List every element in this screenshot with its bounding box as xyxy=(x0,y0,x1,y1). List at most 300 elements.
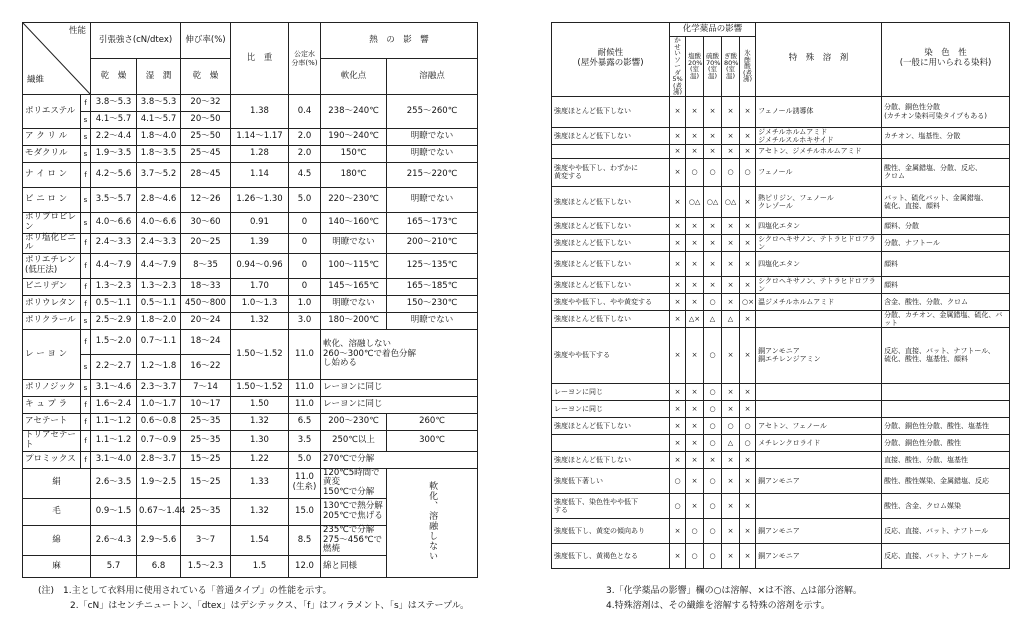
moisture-regain: 5.0 xyxy=(289,451,321,468)
dyeability: 分散、ナフトール xyxy=(882,234,1010,251)
chem-acetic-result: × xyxy=(740,96,756,127)
specific-gravity: 0.91 xyxy=(231,213,289,234)
weather-resistance: 強度ほとんど低下しない xyxy=(552,417,670,434)
tensile-wet: 1.3〜2.3 xyxy=(137,279,181,296)
chem-row xyxy=(552,251,1010,276)
chem-formic-result: × xyxy=(722,234,740,251)
special-solvent xyxy=(756,400,882,417)
fiber-name xyxy=(23,313,81,330)
chem-row xyxy=(552,186,1010,217)
specific-gravity: 1.50〜1.52 xyxy=(231,330,289,380)
fiber-name-text: モダクリル xyxy=(25,148,68,159)
weather-resistance: 強度ほとんど低下しない xyxy=(552,451,670,468)
tensile-wet: 4.4〜7.9 xyxy=(137,254,181,279)
fiber-type: f xyxy=(81,163,91,188)
chem-row xyxy=(552,400,1010,417)
fiber-type: s xyxy=(81,146,91,163)
chem-naoh-result: × xyxy=(670,144,686,158)
chem-formic-result: × xyxy=(722,251,740,276)
chem-row xyxy=(552,383,1010,400)
melting-point: 260℃ xyxy=(387,414,478,431)
fiber-row xyxy=(23,95,478,112)
fiber-row xyxy=(23,380,478,397)
specific-gravity: 1.50〜1.52 xyxy=(231,380,289,397)
fiber-name-text: キ ュ プ ラ xyxy=(25,399,68,410)
special-solvent: フェノール xyxy=(756,158,882,186)
chem-h2so4-result: ○ xyxy=(704,468,722,493)
chem-naoh-result: × xyxy=(670,383,686,400)
weather-resistance: 強度ほとんど低下しない xyxy=(552,217,670,234)
header-weather: 耐候性 (屋外暴露の影響) xyxy=(552,23,670,97)
chem-formic-result: × xyxy=(722,451,740,468)
chem-hcl-result: ○ xyxy=(686,543,704,568)
tensile-wet: 1.8〜2.0 xyxy=(137,313,181,330)
tensile-dry: 2.2〜2.7 xyxy=(91,355,137,380)
header-chemical: 化学薬品の影響 xyxy=(670,23,756,37)
softening-point: 145〜165℃ xyxy=(321,279,387,296)
softening-point: 238〜240℃ xyxy=(321,95,387,129)
tensile-dry: 3.1〜4.0 xyxy=(91,451,137,468)
chem-h2so4-result: ○ xyxy=(704,383,722,400)
header-moisture: 公定水分率(%) xyxy=(289,23,321,95)
elongation-dry: 20〜25 xyxy=(181,233,231,254)
elongation-dry: 18〜24 xyxy=(181,330,231,355)
fiber-name-text: プロミックス xyxy=(25,453,76,464)
moisture-regain: 0 xyxy=(289,254,321,279)
moisture-regain: 3.5 xyxy=(289,431,321,452)
fiber-name-text: ア ク リ ル xyxy=(25,131,68,142)
chem-acetic-result: ○ xyxy=(740,434,756,451)
moisture-regain: 12.0 xyxy=(289,556,321,578)
chem-h2so4-result: × xyxy=(704,217,722,234)
fiber-name xyxy=(23,146,81,163)
chem-naoh-result: × xyxy=(670,186,686,217)
tensile-wet: 1.2〜1.8 xyxy=(137,355,181,380)
specific-gravity: 1.5 xyxy=(231,556,289,578)
specific-gravity: 1.14〜1.17 xyxy=(231,129,289,146)
header-elongation: 伸び率(%) xyxy=(181,23,231,59)
fiber-name-text: ポリ塩化ビニル xyxy=(25,232,77,253)
fiber-type: s xyxy=(81,129,91,146)
melting-point: 125〜135℃ xyxy=(387,254,478,279)
header-fiber: 繊維 xyxy=(27,75,45,86)
chem-acetic-result: ○× xyxy=(740,293,756,310)
chem-h2so4-result: △ xyxy=(704,310,722,327)
right-table-body xyxy=(552,96,1010,568)
left-table-body xyxy=(23,95,478,578)
special-solvent: 銅アンモニア xyxy=(756,468,882,493)
chem-hcl-result: × xyxy=(686,127,704,144)
fiber-type: s xyxy=(81,188,91,213)
chem-naoh-result: × xyxy=(670,327,686,383)
tensile-dry: 1.3〜2.3 xyxy=(91,279,137,296)
melting-point: 200〜210℃ xyxy=(387,233,478,254)
chem-h2so4-result: ○ xyxy=(704,417,722,434)
chem-formic-result: × xyxy=(722,543,740,568)
chem-h2so4-result: × xyxy=(704,276,722,293)
chem-acetic-result: × xyxy=(740,251,756,276)
header-tensile: 引張強さ(cN/dtex) xyxy=(91,23,181,59)
chem-naoh-result: × xyxy=(670,434,686,451)
chem-naoh-result: × xyxy=(670,127,686,144)
chem-h2so4-result: ○ xyxy=(704,518,722,543)
chem-formic-result: × xyxy=(722,96,740,127)
chem-naoh-result: × xyxy=(670,234,686,251)
dyeability: 酸性、酸性媒染、金属錯塩、反応 xyxy=(882,468,1010,493)
softening-point: 200〜230℃ xyxy=(321,414,387,431)
header-dry: 乾 燥 xyxy=(91,59,137,95)
chem-acetic-result: × xyxy=(740,276,756,293)
right-notes xyxy=(606,584,862,614)
special-solvent xyxy=(756,310,882,327)
moisture-regain: 4.5 xyxy=(289,163,321,188)
fiber-name-text: ポリプロピレン xyxy=(25,212,77,232)
fiber-name-text: ポリエチレン xyxy=(25,255,76,266)
weather-resistance: 強度やや低下し、わずかに 黄変する xyxy=(552,158,670,186)
moisture-regain: 6.5 xyxy=(289,414,321,431)
chem-h2so4-result: ○ xyxy=(704,400,722,417)
tensile-wet: 2.8〜3.7 xyxy=(137,451,181,468)
chem-acetic-result: × xyxy=(740,400,756,417)
fiber-type: f xyxy=(81,254,91,279)
chem-acetic-result: × xyxy=(740,451,756,468)
special-solvent: 銅アンモニア 銅エチレンジアミン xyxy=(756,327,882,383)
softening-point: 250℃以上 xyxy=(321,431,387,452)
chem-formic-result: × xyxy=(722,144,740,158)
dyeability xyxy=(882,400,1010,417)
chem-row xyxy=(552,234,1010,251)
chem-h2so4-result: ○△ xyxy=(704,186,722,217)
elongation-dry: 15〜25 xyxy=(181,451,231,468)
specific-gravity: 1.38 xyxy=(231,95,289,129)
chem-hcl-result: × xyxy=(686,217,704,234)
dyeability: 顔料 xyxy=(882,251,1010,276)
chem-formic-result: △ xyxy=(722,310,740,327)
tensile-wet: 1.9〜2.5 xyxy=(137,468,181,498)
fiber-name xyxy=(23,330,81,380)
fiber-row xyxy=(23,163,478,188)
header-property: 性能 xyxy=(68,26,86,36)
fiber-row xyxy=(23,146,478,163)
dyeability: 分散、銅色性分散、酸性 xyxy=(882,434,1010,451)
header-dye-title: 染 色 性 xyxy=(924,48,967,59)
heat-effect: レーヨンに同じ xyxy=(321,397,478,414)
fiber-type: f xyxy=(81,397,91,414)
elongation-dry: 3〜7 xyxy=(181,525,231,555)
chem-hcl-result: × xyxy=(686,276,704,293)
tensile-wet: 0.5〜1.1 xyxy=(137,296,181,313)
chem-naoh-result: × xyxy=(670,451,686,468)
weather-resistance: 強度ほとんど低下しない xyxy=(552,96,670,127)
chem-naoh-result: × xyxy=(670,158,686,186)
fiber-name xyxy=(23,254,81,279)
chem-hcl-result: ○△ xyxy=(686,186,704,217)
moisture-regain: 2.0 xyxy=(289,146,321,163)
chem-row xyxy=(552,417,1010,434)
dyeability: 顔料、分散 xyxy=(882,217,1010,234)
chem-formic-result: ○△ xyxy=(722,186,740,217)
chem-naoh-result: × xyxy=(670,518,686,543)
tensile-dry: 1.5〜2.0 xyxy=(91,330,137,355)
moisture-regain: 0 xyxy=(289,213,321,234)
special-solvent: 温ジメチルホルムアミド xyxy=(756,293,882,310)
chem-acetic-result: × xyxy=(740,468,756,493)
chem-naoh-result: × xyxy=(670,400,686,417)
special-solvent xyxy=(756,493,882,518)
chem-row xyxy=(552,468,1010,493)
header-heat: 熱 の 影 響 xyxy=(321,23,478,59)
weather-resistance: 強度ほとんど低下しない xyxy=(552,186,670,217)
tensile-dry: 2.4〜3.3 xyxy=(91,233,137,254)
elongation-dry: 450〜800 xyxy=(181,296,231,313)
special-solvent: ジメチルホルムアミド ジメチルスルホキサイド xyxy=(756,127,882,144)
fiber-name xyxy=(23,414,81,431)
fiber-name-text: トリアセテート xyxy=(25,430,76,450)
melting-point: 明瞭でない xyxy=(387,313,478,330)
fiber-type: s xyxy=(81,313,91,330)
fiber-row xyxy=(23,414,478,431)
specific-gravity: 1.33 xyxy=(231,468,289,498)
elongation-dry: 25〜35 xyxy=(181,498,231,525)
heat-effect: 軟化、溶融しない 260〜300℃で着色分解 し始める xyxy=(321,330,478,380)
chem-formic-result: × xyxy=(722,327,740,383)
chem-acetic-result: ○ xyxy=(740,158,756,186)
chem-hcl-result: × xyxy=(686,451,704,468)
moisture-regain: 2.0 xyxy=(289,129,321,146)
weather-resistance: 強度やや低下し、やや黄変する xyxy=(552,293,670,310)
fiber-row xyxy=(23,397,478,414)
chem-naoh-result: × xyxy=(670,276,686,293)
chem-acetic-result: ○ xyxy=(740,417,756,434)
chem-h2so4-result: ○ xyxy=(704,493,722,518)
chem-hcl-result: × xyxy=(686,468,704,493)
specific-gravity: 1.32 xyxy=(231,414,289,431)
tensile-dry: 1.6〜2.4 xyxy=(91,397,137,414)
special-solvent xyxy=(756,451,882,468)
chem-naoh-result: × xyxy=(670,543,686,568)
softening-point: 180℃ xyxy=(321,163,387,188)
elongation-dry: 7〜14 xyxy=(181,380,231,397)
specific-gravity: 1.0〜1.3 xyxy=(231,296,289,313)
moisture-regain: 1.0 xyxy=(289,296,321,313)
chem-formic-result: × xyxy=(722,493,740,518)
chem-h2so4-result: × xyxy=(704,451,722,468)
tensile-dry: 0.9〜1.5 xyxy=(91,498,137,525)
dyeability: 酸性、金属錯塩、分散、反応、 クロム xyxy=(882,158,1010,186)
chem-row xyxy=(552,293,1010,310)
chem-naoh-result: × xyxy=(670,310,686,327)
elongation-dry: 20〜32 xyxy=(181,95,231,112)
moisture-regain: 11.0 xyxy=(289,397,321,414)
chem-acetic-result: × xyxy=(740,310,756,327)
note-1: (注) 1.主として衣料用に使用されている「普通タイプ」の性能を示す。 xyxy=(38,586,332,596)
header-diagonal-cell xyxy=(23,23,91,95)
tensile-wet: 1.0〜1.7 xyxy=(137,397,181,414)
fiber-type: f xyxy=(81,279,91,296)
chem-hcl-result: △× xyxy=(686,310,704,327)
elongation-dry: 10〜17 xyxy=(181,397,231,414)
tensile-wet: 6.8 xyxy=(137,556,181,578)
note-3: 3.「化学薬品の影響」欄の○は溶解、×は不溶、△は部分溶解。 xyxy=(606,586,862,596)
fiber-name-text: レ ー ヨ ン xyxy=(25,348,68,359)
chem-hcl-result: × xyxy=(686,96,704,127)
special-solvent: 銅アンモニア xyxy=(756,518,882,543)
softening-point: 150℃ xyxy=(321,146,387,163)
elongation-dry: 16〜22 xyxy=(181,355,231,380)
melting-point: 165〜185℃ xyxy=(387,279,478,296)
chem-hcl-result: × xyxy=(686,383,704,400)
chem-row xyxy=(552,158,1010,186)
side-note-text: 軟化、溶融しない xyxy=(427,481,438,561)
chem-h2so4-result: × xyxy=(704,127,722,144)
softening-point: 明瞭でない xyxy=(321,296,387,313)
special-solvent: アセトン、フェノール xyxy=(756,417,882,434)
elongation-dry: 8〜35 xyxy=(181,254,231,279)
chem-acetic-result: × xyxy=(740,383,756,400)
dyeability: 含金、酸性、分散、クロム xyxy=(882,293,1010,310)
chem-h2so4-result: × xyxy=(704,96,722,127)
dyeability: 反応、直接、バット、ナフトール、 硫化、酸性、塩基性、顔料 xyxy=(882,327,1010,383)
chem-h2so4-result: ○ xyxy=(704,158,722,186)
chem-row xyxy=(552,217,1010,234)
weather-resistance: 強度低下、染色性やや低下 する xyxy=(552,493,670,518)
tensile-dry: 2.6〜4.3 xyxy=(91,525,137,555)
fiber-name xyxy=(23,296,81,313)
dyeability xyxy=(882,383,1010,400)
dyeability: 分散、銅色性分散 (カチオン染料可染タイプもある) xyxy=(882,96,1010,127)
chem-h2so4-result: × xyxy=(704,234,722,251)
dyeability xyxy=(882,144,1010,158)
chem-hcl-result: × xyxy=(686,327,704,383)
weather-resistance: 強度低下著しい xyxy=(552,468,670,493)
chem-formic-result: × xyxy=(722,468,740,493)
chem-naoh-result: × xyxy=(670,293,686,310)
chem-hcl-result: × xyxy=(686,434,704,451)
chem-hcl-result: ○ xyxy=(686,518,704,543)
chem-naoh-result: × xyxy=(670,217,686,234)
header-dyeability xyxy=(882,23,1010,97)
heat-effect: 235℃で分解 275〜456℃で燃焼 xyxy=(321,525,387,555)
header-chem-acetic: 氷酢酸(煮沸) xyxy=(740,37,756,97)
chem-formic-result: △ xyxy=(722,434,740,451)
elongation-dry: 15〜25 xyxy=(181,468,231,498)
dyeability: バット、硫化バット、金属錯塩、 硫化、直接、顔料 xyxy=(882,186,1010,217)
chem-hcl-result: ○ xyxy=(686,158,704,186)
chem-row xyxy=(552,518,1010,543)
elongation-dry: 28〜45 xyxy=(181,163,231,188)
fiber-name-text: ビ ニ ロ ン xyxy=(25,194,68,205)
chem-hcl-result: × xyxy=(686,400,704,417)
chem-hcl-result: × xyxy=(686,417,704,434)
special-solvent: メチレンクロライド xyxy=(756,434,882,451)
chem-acetic-result: × xyxy=(740,144,756,158)
fiber-name-text: ナ イ ロ ン xyxy=(25,169,68,180)
specific-gravity: 1.22 xyxy=(231,451,289,468)
chem-row xyxy=(552,96,1010,127)
weather-resistance: 強度ほとんど低下しない xyxy=(552,127,670,144)
fiber-name: 綿 xyxy=(23,525,91,555)
weather-resistance: 強度ほとんど低下しない xyxy=(552,310,670,327)
fiber-name xyxy=(23,213,81,234)
tensile-dry: 3.8〜5.3 xyxy=(91,95,137,112)
special-solvent: アセトン、ジメチルホルムアミド xyxy=(756,144,882,158)
weather-resistance: 強度低下し、黄変の傾向あり xyxy=(552,518,670,543)
softening-point: 220〜230℃ xyxy=(321,188,387,213)
header-chem-naoh: かせいソーダ5%(煮沸) xyxy=(670,37,686,97)
header-chem-h2so4: 硫酸70%(室温) xyxy=(704,37,722,97)
tensile-dry: 4.1〜5.7 xyxy=(91,112,137,129)
chem-row xyxy=(552,543,1010,568)
fiber-name xyxy=(23,380,81,397)
weather-resistance xyxy=(552,144,670,158)
melting-point: 150〜230℃ xyxy=(387,296,478,313)
fiber-name xyxy=(23,279,81,296)
dyeability: 反応、直接、バット、ナフトール xyxy=(882,518,1010,543)
elongation-dry: 25〜35 xyxy=(181,414,231,431)
tensile-dry: 4.4〜7.9 xyxy=(91,254,137,279)
header-chem-formic: ぎ酸80%(室温) xyxy=(722,37,740,97)
fiber-name-text: ポリエステル xyxy=(25,105,76,116)
fiber-type: f xyxy=(81,451,91,468)
heat-effect: 130℃で熱分解 205℃で焦げる xyxy=(321,498,387,525)
heat-effect: 270℃で分解 xyxy=(321,451,478,468)
chem-row xyxy=(552,310,1010,327)
fiber-type: s xyxy=(81,355,91,380)
weather-resistance: レーヨンに同じ xyxy=(552,400,670,417)
fiber-name xyxy=(23,431,81,452)
chem-acetic-result: × xyxy=(740,217,756,234)
dyeability: 分散、カチオン、金属錯塩、硫化、バット xyxy=(882,310,1010,327)
chem-h2so4-result: × xyxy=(704,251,722,276)
tensile-dry: 3.5〜5.7 xyxy=(91,188,137,213)
specific-gravity: 1.30 xyxy=(231,431,289,452)
fiber-name-text: ポリクラール xyxy=(25,315,76,326)
fiber-type: f xyxy=(81,414,91,431)
tensile-dry: 1.1〜1.2 xyxy=(91,414,137,431)
left-notes xyxy=(38,584,469,614)
header-wet: 湿 潤 xyxy=(137,59,181,95)
tensile-dry: 2.2〜4.4 xyxy=(91,129,137,146)
tensile-wet: 4.1〜5.7 xyxy=(137,112,181,129)
fiber-row xyxy=(23,451,478,468)
fiber-type: f xyxy=(81,431,91,452)
fiber-type: f xyxy=(81,95,91,112)
elongation-dry: 18〜33 xyxy=(181,279,231,296)
header-softening: 軟化点 xyxy=(321,59,387,95)
fiber-name-text: ポリノジック xyxy=(25,382,76,393)
elongation-dry: 25〜35 xyxy=(181,431,231,452)
chem-acetic-result: × xyxy=(740,186,756,217)
softening-point: 180〜200℃ xyxy=(321,313,387,330)
special-solvent: フェノール誘導体 xyxy=(756,96,882,127)
elongation-dry: 20〜50 xyxy=(181,112,231,129)
specific-gravity: 1.26〜1.30 xyxy=(231,188,289,213)
specific-gravity: 1.39 xyxy=(231,233,289,254)
softening-point: 190〜240℃ xyxy=(321,129,387,146)
fiber-row xyxy=(23,279,478,296)
chem-acetic-result: × xyxy=(740,127,756,144)
fiber-name-sub: (低圧法) xyxy=(25,265,58,276)
tensile-dry: 0.5〜1.1 xyxy=(91,296,137,313)
specific-gravity: 1.14 xyxy=(231,163,289,188)
chem-naoh-result: × xyxy=(670,251,686,276)
fiber-type: s xyxy=(81,213,91,234)
softening-point: 明瞭でない xyxy=(321,233,387,254)
tensile-wet: 2.4〜3.3 xyxy=(137,233,181,254)
fiber-name: 毛 xyxy=(23,498,91,525)
melting-point: 215〜220℃ xyxy=(387,163,478,188)
tensile-wet: 2.9〜5.6 xyxy=(137,525,181,555)
